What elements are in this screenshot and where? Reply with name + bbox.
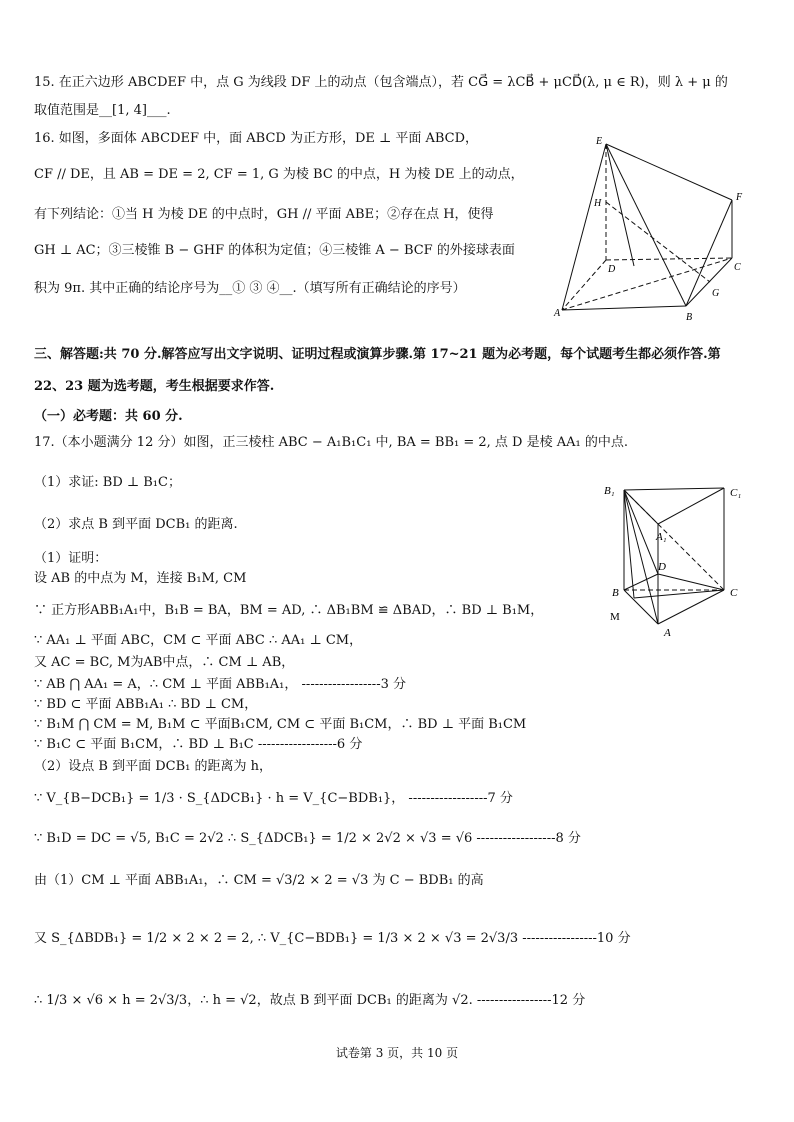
fig16-label-b: B xyxy=(686,312,693,323)
fig17-label-b1: B₁ xyxy=(604,485,615,497)
page-footer: 试卷第 3 页，共 10 页 xyxy=(335,1046,459,1060)
q16-line2: CF // DE，且 AB = DE = 2, CF = 1, G 为棱 BC 的中点，H 为棱 DE 上的动点， xyxy=(34,167,524,182)
fig16-label-g: G xyxy=(712,288,720,299)
q17-part2: （2）求点 B 到平面 DCB₁ 的距离. xyxy=(34,517,238,532)
sol-line: 又 S_{ΔBDB₁} = 1/2 × 2 × 2 = 2, ∴ V_{C−BDB₁} = 1/3 × 2 × √3 = 2√3/3 -----------------10 分 xyxy=(34,931,631,946)
sol-line: ∵ V_{B−DCB₁} = 1/3 · S_{ΔDCB₁} · h = V_{C−BDB₁}， ------------------7 分 xyxy=(34,791,513,806)
sol-line: ∵ B₁C ⊂ 平面 B₁CM，∴ BD ⊥ B₁C ------------------6 分 xyxy=(34,737,363,752)
fig17-label-a: A xyxy=(664,627,671,639)
q16-line5: 积为 9π. 其中正确的结论序号为__① ③ ④__.（填写所有正确结论的序号） xyxy=(34,281,466,296)
fig17-label-c: C xyxy=(730,587,738,599)
sol-line: ∵ AA₁ ⊥ 平面 ABC，CM ⊂ 平面 ABC ∴ AA₁ ⊥ CM， xyxy=(34,633,363,648)
q17-prism-figure xyxy=(598,478,768,644)
fig16-label-a: A xyxy=(554,308,561,319)
q16-polyhedron-figure xyxy=(548,130,768,326)
fig16-label-c: C xyxy=(734,262,741,273)
sol-line: ∵ B₁D = DC = √5, B₁C = 2√2 ∴ S_{ΔDCB₁} = 1/2 × 2√2 × √3 = √6 ------------------8 分 xyxy=(34,831,581,846)
fig17-label-b: B xyxy=(612,587,619,599)
fig17-label-a1: A₁ xyxy=(656,531,667,543)
q16-line1: 16. 如图，多面体 ABCDEF 中，面 ABCD 为正方形，DE ⊥ 平面 ABCD， xyxy=(34,131,479,146)
sol-line: 由（1）CM ⊥ 平面 ABB₁A₁，∴ CM = √3/2 × 2 = √3 为 C − BDB₁ 的高 xyxy=(34,873,484,888)
sol-line: ∵ B₁M ⋂ CM = M, B₁M ⊂ 平面B₁CM, CM ⊂ 平面 B₁CM，∴ BD ⊥ 平面 B₁CM xyxy=(34,717,527,732)
sol-line: ∴ 1/3 × √6 × h = 2√3/3，∴ h = √2，故点 B 到平面 DCB₁ 的距离为 √2. -----------------12 分 xyxy=(34,993,586,1008)
fig16-label-f: F xyxy=(736,192,743,203)
fig17-label-m: M xyxy=(610,611,620,623)
sol-line: ∵ AB ⋂ AA₁ = A，∴ CM ⊥ 平面 ABB₁A₁， ------------------3 分 xyxy=(34,677,406,692)
q15-line1: 15. 在正六边形 ABCDEF 中，点 G 为线段 DF 上的动点（包含端点），若 CG⃗ = λCB⃗ + μCD⃗(λ, μ ∈ R)，则 λ + μ 的 xyxy=(34,75,728,90)
fig17-label-d: D xyxy=(658,561,666,573)
q15-line2: 取值范围是__[1, 4]___. xyxy=(34,103,171,118)
fig17-label-c1: C₁ xyxy=(730,487,742,499)
q17-stem: 17.（本小题满分 12 分）如图，正三棱柱 ABC − A₁B₁C₁ 中, BA = BB₁ = 2, 点 D 是棱 AA₁ 的中点. xyxy=(34,435,629,450)
fig16-label-d: D xyxy=(608,264,616,275)
section3-subheading: （一）必考题：共 60 分. xyxy=(34,409,183,424)
section3-heading-line1: 三、解答题:共 70 分.解答应写出文字说明、证明过程或演算步骤.第 17~21 题为必考题，每个试题考生都必须作答.第 xyxy=(34,347,721,362)
sol-line: （2）设点 B 到平面 DCB₁ 的距离为 h， xyxy=(34,759,272,774)
sol-line: （1）证明： xyxy=(34,551,108,566)
sol-line: ∵ BD ⊂ 平面 ABB₁A₁ ∴ BD ⊥ CM， xyxy=(34,697,258,712)
q16-line4: GH ⊥ AC；③三棱锥 B − GHF 的体积为定值；④三棱锥 A − BCF 的外接球表面 xyxy=(34,243,515,258)
sol-line: ∵ 正方形ABB₁A₁中，B₁B = BA，BM = AD, ∴ ΔB₁BM ≌ ΔBAD，∴ BD ⊥ B₁M， xyxy=(34,603,544,618)
section3-heading-line2: 22、23 题为选考题，考生根据要求作答. xyxy=(34,379,275,394)
fig16-label-e: E xyxy=(596,136,603,147)
fig16-label-h: H xyxy=(594,198,602,209)
sol-line: 设 AB 的中点为 M，连接 B₁M, CM xyxy=(34,571,247,586)
sol-line: 又 AC = BC, M为AB中点，∴ CM ⊥ AB， xyxy=(34,655,295,670)
q16-line3: 有下列结论：①当 H 为棱 DE 的中点时，GH // 平面 ABE；②存在点 H，使得 xyxy=(34,207,494,222)
q17-part1: （1）求证: BD ⊥ B₁C； xyxy=(34,475,181,490)
